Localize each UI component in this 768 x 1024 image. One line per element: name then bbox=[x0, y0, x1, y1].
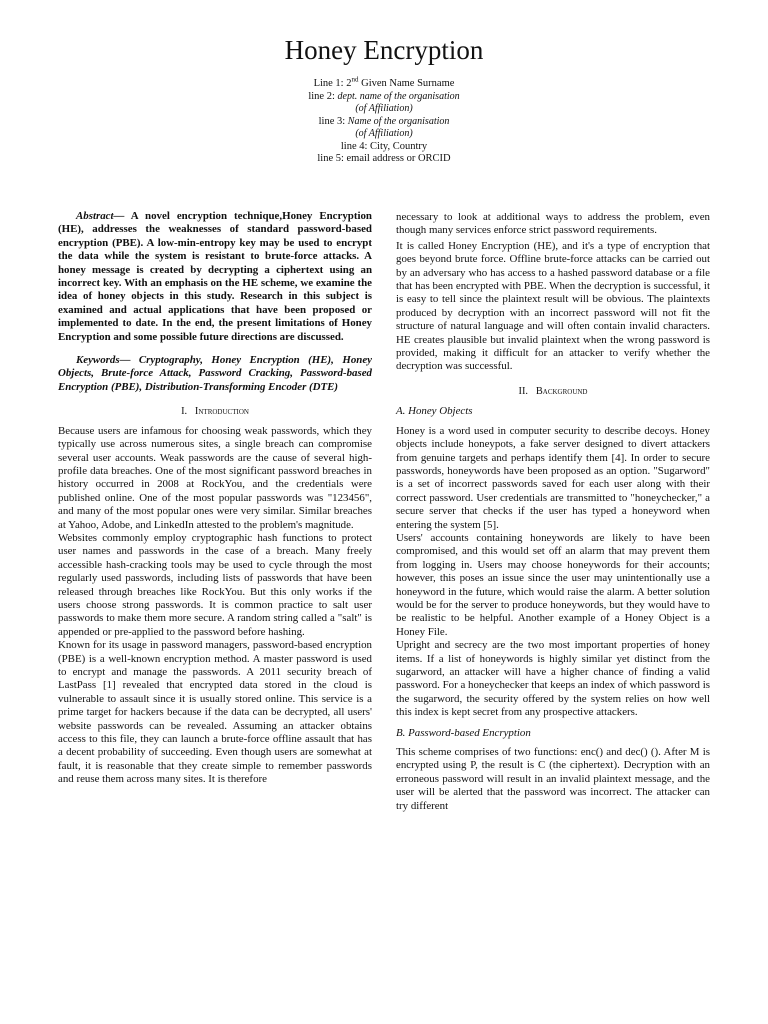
author-line-3b: (of Affiliation) bbox=[355, 128, 413, 139]
author-line-3: line 3: Name of the organisation bbox=[318, 115, 450, 127]
paper-title: Honey Encryption bbox=[284, 35, 484, 65]
pbe-paragraph: This scheme comprises of two functions: enc() and dec() (). After M is encrypted using P, the result is C (the ciphertext). Decryption with an erroneous password will result in an invalid plaintext message, and the user will be alerted that the password was incorrect. The attacker can try different bbox=[396, 746, 710, 812]
intro-paragraph: Websites commonly employ cryptographic hash functions to protect user names and passwords in the case of a breach. Many freely accessible hash-cracking tools may be used to cycle through the most regularly used passwords, including lists of passwords that have been released through breaches like RockYou. But this only works if the users choose strong passwords. It is common practice to salt user passwords to make them more secure. A random string called a "salt" is appended or pre-applied to the password before hashing. bbox=[58, 531, 372, 638]
subsection-pbe: B. Password-based Encryption bbox=[396, 726, 531, 739]
abstract: Abstract— A novel encryption technique,Honey Encryption (HE), addresses the weaknesses of standard password-based encryption (PBE). A low-min-entropy key may be used to encrypt the data while the system is resistant to brute-force attacks. A honey message is created by decrypting a ciphertext using an incorrect key. With an emphasis on the HE scheme, we examine the idea of honey objects in this study. Research in this subject is examined and actual applications that have been proposed or implemented to date. In the end, the present limitations of Honey Encryption and some possible future directions are discussed. bbox=[58, 210, 372, 343]
keywords: Keywords— Cryptography, Honey Encryption (HE), Honey Objects, Brute-force Attack, Password Cracking, Password-based Encryption (PBE), Distribution-Transforming Encoder (DTE) bbox=[58, 354, 372, 393]
author-line-2b: (of Affiliation) bbox=[355, 103, 413, 114]
right-column bbox=[396, 211, 710, 813]
background-paragraph: Honey is a word used in computer security to describe decoys. Honey objects include honeypots, a fake server designed to divert attackers from genuine targets and perhaps identify them [4]. In order to secure passwords, honeywords have been proposed as an option. "Sugarword" is a set of incorrect passwords saved for each user along with their correct password. User credentials are transmitted to "honeychecker," a secure server that checks if the user has typed a honeyword when entering the system [5]. bbox=[396, 424, 710, 531]
intro-paragraph: Known for its usage in password managers, password-based encryption (PBE) is a well-known encryption method. A master password is used to encrypt and manage the passwords. A 2011 security breach of LastPass [1] revealed that encrypted data stored in the cloud is vulnerable to assault since it is usually stored online. This service is a prime target for hackers because if the data can be decrypted, all users' website passwords can be revealed. Assuming an attacker obtains access to this file, they can launch a brute-force offline assault that has a decent probability of succeeding. Even though users are somewhat at fault, it is reasonable that they create simple to remember passwords and reuse them across many sites. It is therefore bbox=[58, 639, 372, 786]
background-paragraph: Users' accounts containing honeywords are likely to have been compromised, and this would set off an alarm that may prevent them from logging in. Users may choose honeywords for their accounts; however, this poses an issue since the user may unintentionally use a honeyword in the future, which would raise the alarm. A better solution would be for the server to produce honeywords, but they would have to be realistic to be helpful. Another example of a Honey Object is a Honey File. bbox=[396, 531, 710, 638]
author-block bbox=[0, 75, 768, 166]
author-line-1: Line 1: 2nd Given Name Surname bbox=[313, 75, 455, 89]
abstract-text: A novel encryption technique,Honey Encryption (HE), addresses the weaknesses of standard password-based encryption (PBE). A low-min-entropy key may be used to encrypt the data while the system is resistant to brute-force attacks. A honey message is created by decrypting a ciphertext using an incorrect key. With an emphasis on the HE scheme, we examine the idea of honey objects in this study. Research in this subject is examined and actual applications that have been proposed or implemented to date. In the end, the present limitations of Honey Encryption and some possible future directions are discussed. bbox=[58, 210, 372, 343]
author-line-4: line 4: City, Country bbox=[340, 140, 428, 152]
left-column bbox=[58, 210, 372, 787]
author-line-2: line 2: dept. name of the organisation bbox=[308, 90, 460, 102]
abstract-label: Abstract bbox=[76, 210, 114, 222]
subsection-honey-objects: A. Honey Objects bbox=[396, 405, 473, 418]
section-heading-background: II. Background bbox=[518, 385, 588, 397]
he-paragraph: It is called Honey Encryption (HE), and it's a type of encryption that goes beyond brute force. Offline brute-force attacks can be carried out by an adversary who has access to a hashed password database or a file that has been encrypted with PBE. When the decryption is successful, it is easy to tell since the plaintext result will be obvious. The plaintexts produced by decryption with an incorrect password will not fit the structure of natural language and will often contain invalid characters. HE creates plausible but invalid plaintext when the wrong password is provided, making it difficult for an attacker to verify whether the decryption was successful. bbox=[396, 239, 710, 373]
section-heading-introduction: I. Introduction bbox=[181, 406, 249, 418]
background-paragraph: Upright and secrecy are the two most important properties of honey items. If a list of honeywords is highly similar yet distinct from the sugarword, an attacker will have a higher chance of finding a valid password. For a honeychecker that keeps an index of which password is the sugarword, the security offered by the system relies on how well this index is kept secret from any prospective attackers. bbox=[396, 639, 710, 719]
intro-paragraph: Because users are infamous for choosing weak passwords, which they typically use across numerous sites, a single breach can compromise several user accounts. Weak passwords are the cause of several high-profile data breaches. One of the most significant password breaches in history occurred in 2008 at RockYou, and the credentials were published online. One of the most popular passwords was "123456", and many of the most popular ones were very similar. Similar breaches at Yahoo, Adobe, and LinkedIn attested to the problem's magnitude. bbox=[58, 424, 372, 531]
author-line-5: line 5: email address or ORCID bbox=[317, 153, 451, 164]
intro-continuation: necessary to look at additional ways to address the problem, even though many services enforce strict password requirements. bbox=[396, 211, 710, 237]
